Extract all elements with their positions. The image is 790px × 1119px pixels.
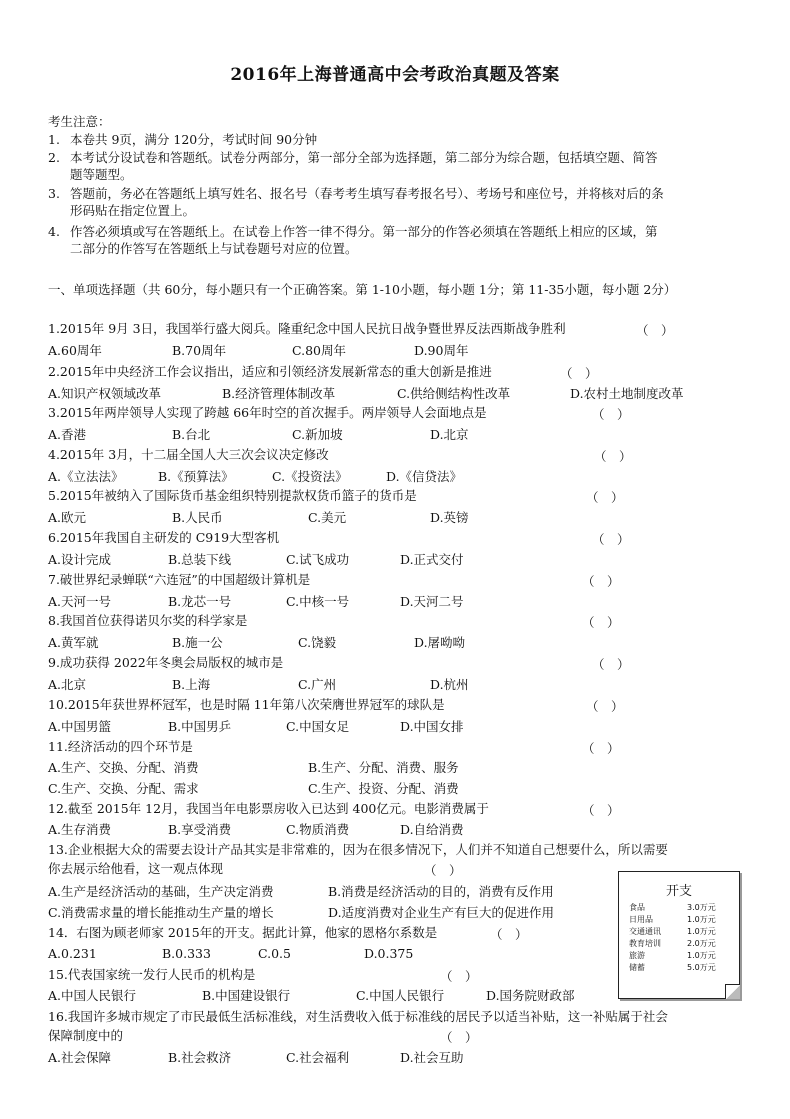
option: A.60周年 [48,343,102,358]
question-stem: 12.截至 2015年 12月，我国当年电影票房收入已达到 400亿元。电影消费属于 [48,801,489,816]
question-stem: 1.2015年 9月 3日，我国举行盛大阅兵。隆重纪念中国人民抗日战争暨世界反法西斯战争胜利 [48,321,566,336]
option: B.施一公 [172,635,223,650]
option: C.饶毅 [298,635,337,650]
option: B.享受消费 [168,822,232,837]
notice-text: 答题前，务必在答题纸上填写姓名、报名号（春考考生填写春考报名号）、考场号和座位号，并将核对后的条 [70,186,664,201]
option: A.欧元 [48,510,87,525]
option: D.国务院财政部 [486,988,575,1003]
answer-paren: （ ） [424,863,462,878]
option: A.生产、交换、分配、消费 [48,760,199,775]
question-stem: 2.2015年中央经济工作会议指出，适应和引领经济发展新常态的重大创新是推进 [48,364,492,379]
expense-amount: 1.0万元 [687,927,716,936]
answer-paren: （ ） [592,532,630,547]
expense-item: 储蓄 [629,963,645,972]
option: C.新加坡 [292,427,343,442]
question-stem: 13.企业根据大众的需要去设计产品其实是非常难的，因为在很多情况下，人们并不知道自己想要什么，所以需要 [48,842,668,857]
question-stem: 11.经济活动的四个环节是 [48,739,193,754]
option: A.北京 [48,677,87,692]
expense-item: 旅游 [629,951,645,960]
option: D.杭州 [430,677,469,692]
notice-num: 3. [48,186,60,201]
option: B.消费是经济活动的目的，消费有反作用 [328,884,554,899]
answer-paren: （ ） [490,927,528,942]
option: D.90周年 [414,343,469,358]
question-stem: 9.成功获得 2022年冬奥会局版权的城市是 [48,655,284,670]
answer-paren: （ ） [586,699,624,714]
question-stem: 15.代表国家统一发行人民币的机构是 [48,967,256,982]
option: C.中国女足 [286,719,350,734]
option: C.生产、交换、分配、需求 [48,781,199,796]
question-stem: 7.破世界纪录蝉联“六连冠”的中国超级计算机是 [48,572,311,587]
option: D.屠呦呦 [414,635,466,650]
option: B.龙芯一号 [168,594,232,609]
option: A.《立法法》 [48,469,124,484]
option: C.广州 [298,677,337,692]
option: B.中国建设银行 [202,988,291,1003]
question-stem: 10.2015年获世界杯冠军，也是时隔 11年第八次荣膺世界冠军的球队是 [48,697,445,712]
option: C.《投资法》 [272,469,348,484]
expense-item: 食品 [629,903,645,912]
notice-text: 本考试分设试卷和答题纸。试卷分两部分，第一部分全部为选择题，第二部分为综合题，包括填空题、简答 [70,150,658,165]
option: C.美元 [308,510,347,525]
answer-paren: （ ） [582,574,620,589]
answer-paren: （ ） [582,803,620,818]
option: C.社会福利 [286,1050,350,1065]
expense-amount: 5.0万元 [687,963,716,972]
option: B.总装下线 [168,552,232,567]
answer-paren: （ ） [582,615,620,630]
option: D.农村土地制度改革 [570,386,684,401]
expense-item: 教育培训 [629,939,661,948]
notice-num: 2. [48,150,60,165]
option: B.上海 [172,677,211,692]
option: D.天河二号 [400,594,464,609]
answer-paren: （ ） [592,407,630,422]
option: D.北京 [430,427,469,442]
notice-text: 题等题型。 [70,167,133,182]
notice-item [48,150,658,166]
question-stem: 16.我国许多城市规定了市民最低生活标准线，对生活费收入低于标准线的居民予以适当补贴，这一补贴属于社会 [48,1009,668,1024]
option: A.中国男篮 [48,719,112,734]
option: A.天河一号 [48,594,112,609]
answer-paren: （ ） [592,657,630,672]
option: B.人民币 [172,510,223,525]
question-stem-cont: 你去展示给他看，这一观点体现 [48,861,224,876]
option: C.80周年 [292,343,346,358]
option: B.台北 [172,427,211,442]
option: C.物质消费 [286,822,350,837]
notice-item [48,132,317,148]
notice-num: 1. [48,132,60,147]
option: A.中国人民银行 [48,988,137,1003]
option: D.英镑 [430,510,469,525]
notice-item [48,224,658,240]
notice-num: 4. [48,224,60,239]
notice-text: 本卷共 9页，满分 120分，考试时间 90分钟 [70,132,318,147]
expense-card [618,871,740,999]
option: B.中国男乒 [168,719,232,734]
expense-amount: 3.0万元 [687,903,716,912]
answer-paren: （ ） [582,741,620,756]
expense-amount: 2.0万元 [687,939,716,948]
option: D.适度消费对企业生产有巨大的促进作用 [328,905,555,920]
option: D.0.375 [364,946,414,961]
option: C.试飞成功 [286,552,350,567]
expense-amount: 1.0万元 [687,915,716,924]
answer-paren: （ ） [440,1030,478,1045]
question-stem: 5.2015年被纳入了国际货币基金组织特别提款权货币篮子的货币是 [48,488,417,503]
answer-paren: （ ） [440,969,478,984]
option: A.0.231 [48,946,97,961]
notice-heading: 考生注意： [48,114,111,129]
page-curl-decoration [725,984,740,999]
option: A.知识产权领域改革 [48,386,162,401]
notice-text: 形码贴在指定位置上。 [70,203,196,218]
option: C.中国人民银行 [356,988,445,1003]
option: D.正式交付 [400,552,464,567]
question-stem: 4.2015年 3月，十二届全国人大三次会议决定修改 [48,447,329,462]
expense-item: 日用品 [629,915,653,924]
answer-paren: （ ） [560,366,598,381]
question-stem: 8.我国首位获得诺贝尔奖的科学家是 [48,613,248,628]
option: A.社会保障 [48,1050,112,1065]
option: D.自给消费 [400,822,464,837]
option: C.0.5 [258,946,291,961]
option: A.生存消费 [48,822,112,837]
expense-item: 交通通讯 [629,927,661,936]
option: A.黄军就 [48,635,99,650]
page-title: 2016年上海普通高中会考政治真题及答案 [230,65,560,85]
option: B.社会救济 [168,1050,232,1065]
notice-item [48,186,664,202]
notice-text: 作答必须填或写在答题纸上。在试卷上作答一律不得分。第一部分的作答必须填在答题纸上相应的区域，第 [70,224,658,239]
option: C.消费需求量的增长能推动生产量的增长 [48,905,274,920]
option: C.供给侧结构性改革 [397,386,511,401]
question-stem: 6.2015年我国自主研发的 C919大型客机 [48,530,280,545]
answer-paren: （ ） [636,323,674,338]
section-heading: 一、单项选择题（共 60分，每小题只有一个正确答案。第 1-10小题，每小题 1分；第 11-35小题，每小题 2分） [48,282,677,297]
question-stem: 14．右图为顾老师家 2015年的开支。据此计算，他家的恩格尔系数是 [48,925,438,940]
option: D.中国女排 [400,719,464,734]
option: A.香港 [48,427,87,442]
option: B.《预算法》 [158,469,234,484]
option: C.中核一号 [286,594,350,609]
option: B.经济管理体制改革 [222,386,336,401]
option: A.生产是经济活动的基础，生产决定消费 [48,884,274,899]
expense-card-title: 开支 [665,884,692,899]
option: D.社会互助 [400,1050,464,1065]
option: A.设计完成 [48,552,112,567]
option: B.70周年 [172,343,227,358]
option: B.生产、分配、消费、服务 [308,760,459,775]
answer-paren: （ ） [586,490,624,505]
option: D.《信贷法》 [386,469,463,484]
question-stem: 3.2015年两岸领导人实现了跨越 66年时空的首次握手。两岸领导人会面地点是 [48,405,487,420]
notice-text: 二部分的作答写在答题纸上与试卷题号对应的位置。 [70,241,358,256]
option: B.0.333 [162,946,211,961]
question-stem-cont: 保障制度中的 [48,1028,124,1043]
answer-paren: （ ） [594,449,632,464]
expense-amount: 1.0万元 [687,951,716,960]
option: C.生产、投资、分配、消费 [308,781,459,796]
